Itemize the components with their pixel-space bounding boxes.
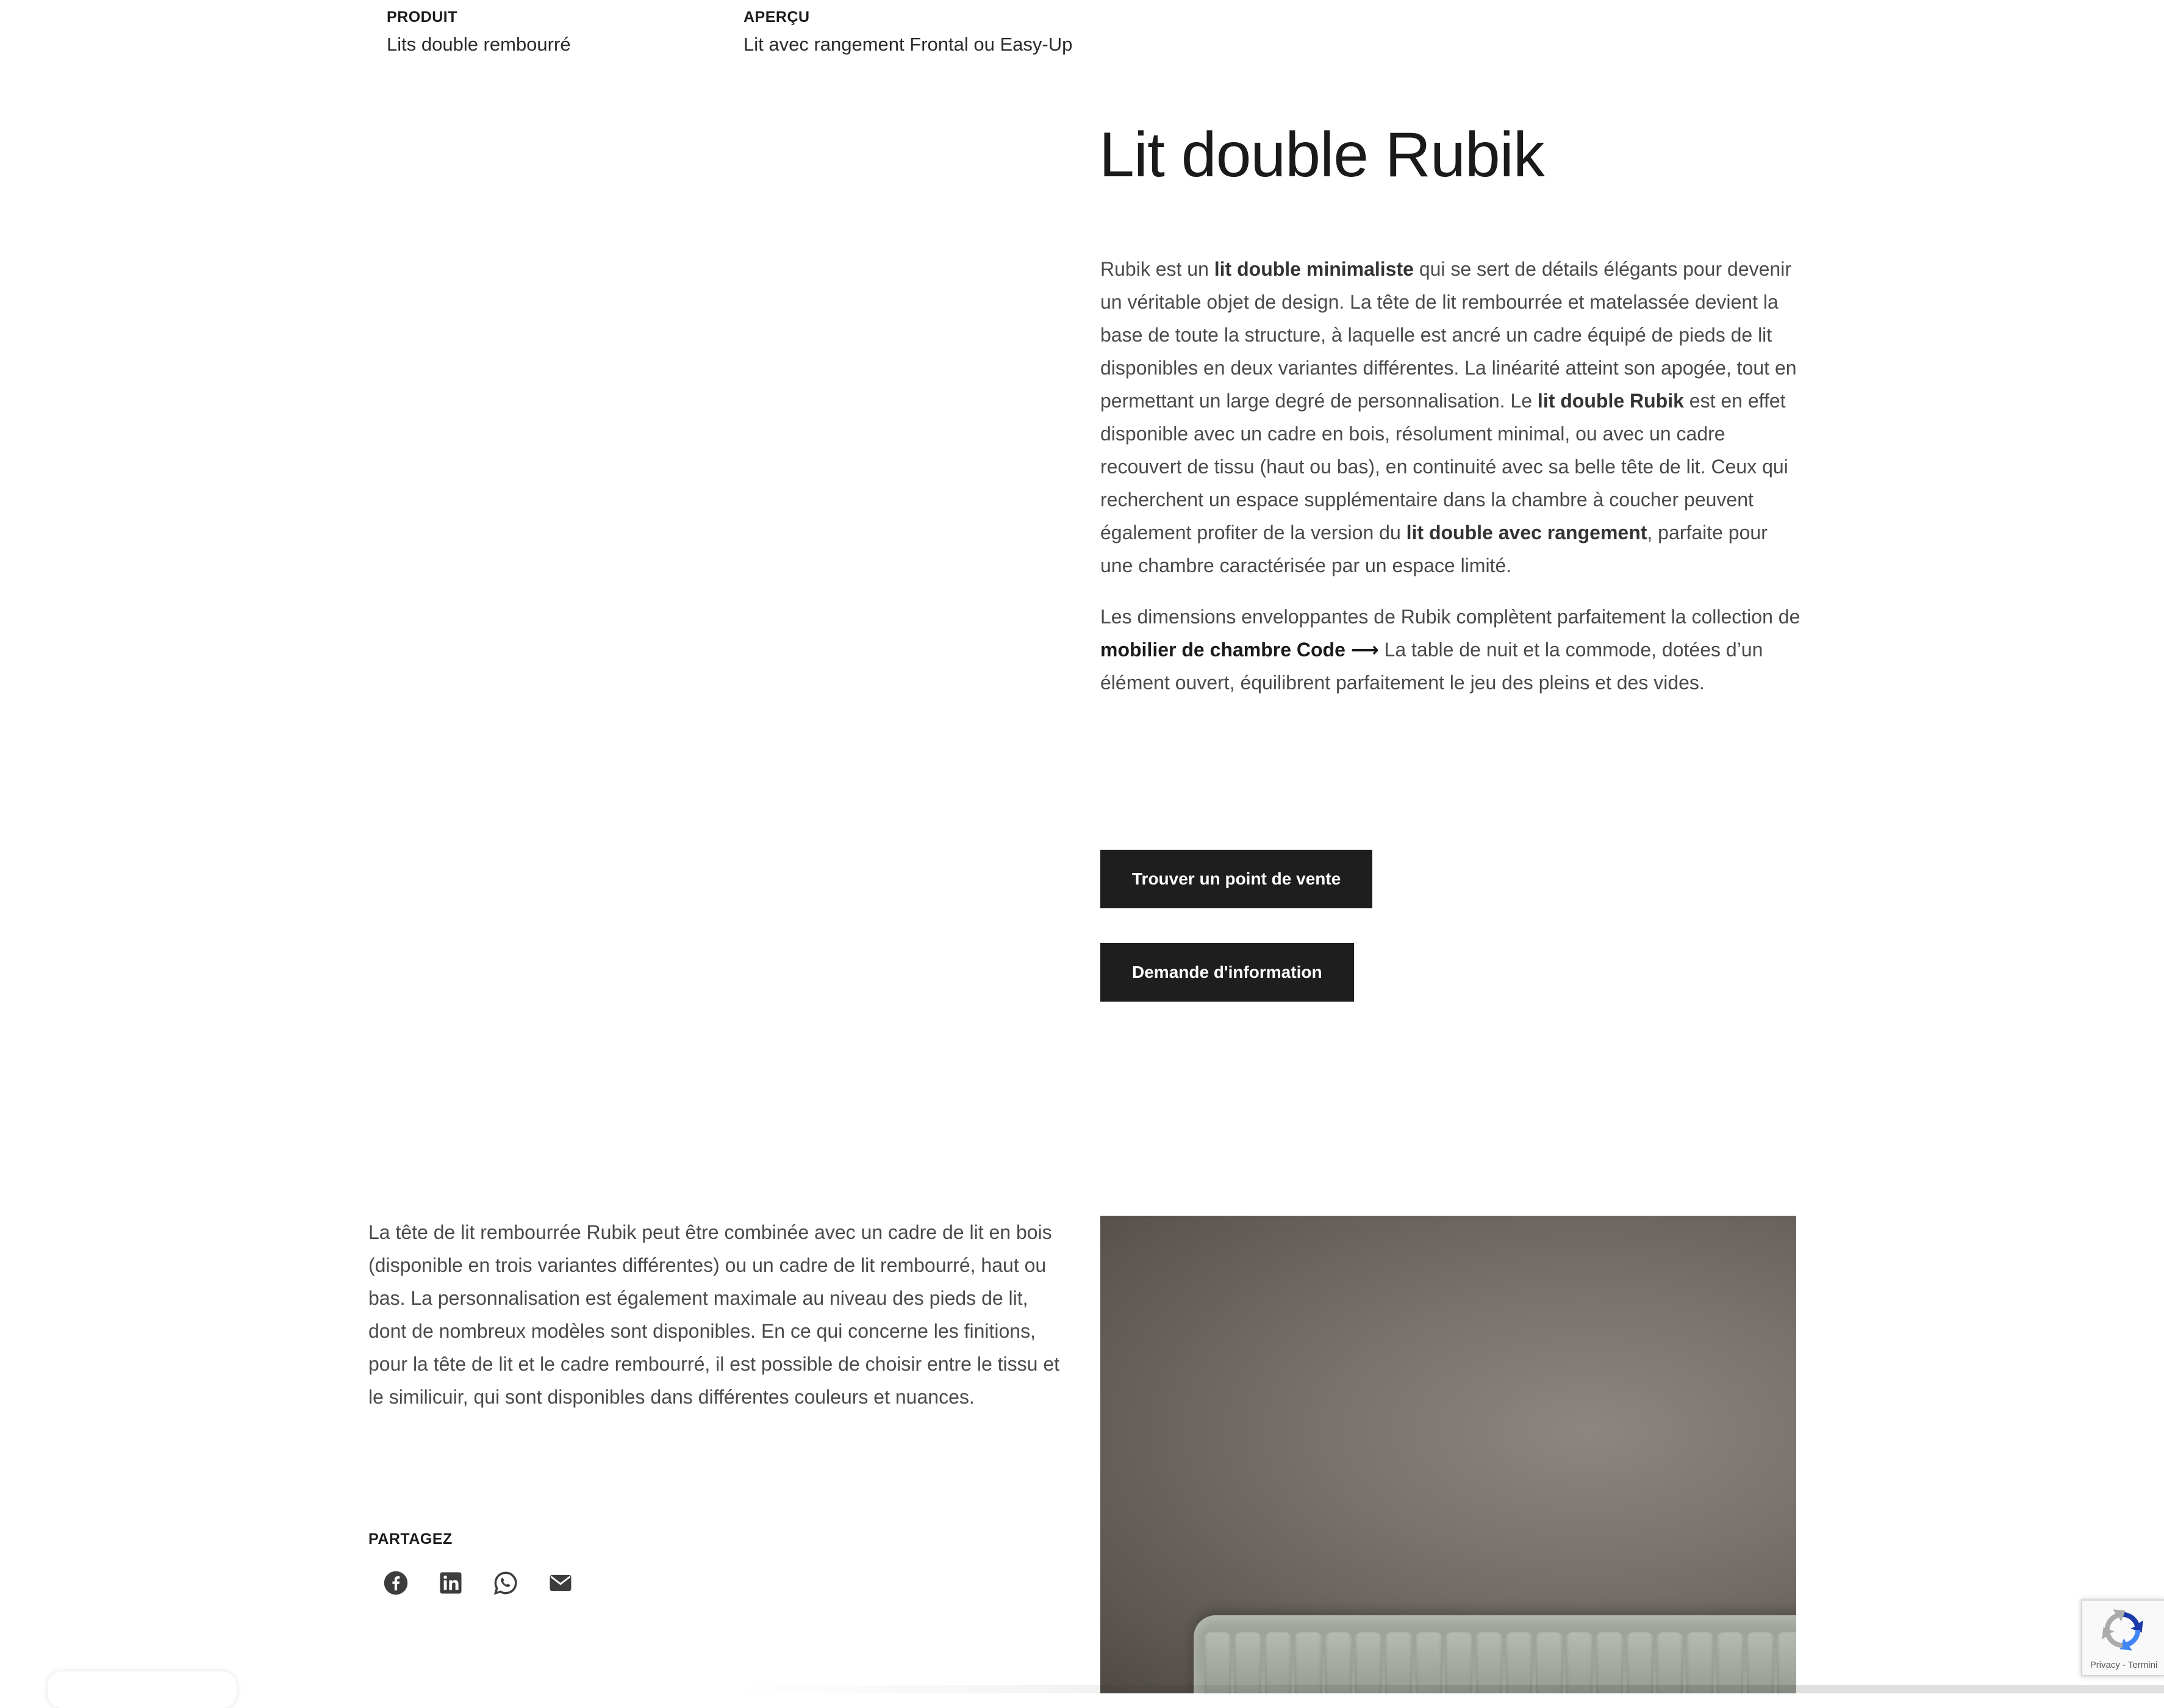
whatsapp-icon[interactable] bbox=[493, 1570, 518, 1596]
desc-text: est en effet disponible avec un cadre en bois, résolument minimal, ou avec un cadre recouvert de tissu (haut ou bas), en continuité avec sa belle tête de lit. Ceux qui recherchent un espace supplémentaire dans la chambre à coucher peuvent également profiter de la version du bbox=[1100, 390, 1788, 544]
desc-text: , parfaite pour une chambre caractérisée par un espace limité. bbox=[1100, 522, 1768, 576]
recaptcha-badge[interactable] bbox=[2081, 1599, 2164, 1676]
desc-text: Les dimensions enveloppantes de Rubik complètent parfaitement la collection de bbox=[1100, 606, 1800, 628]
page-title: Lit double Rubik bbox=[1099, 120, 1544, 190]
overview-label: APERÇU bbox=[743, 9, 810, 26]
meta-overview bbox=[743, 9, 1072, 56]
desc-text: qui se sert de détails élégants pour devenir un véritable objet de design. La tête de lit rembourrée et matelassée devient la base de toute la structure, à laquelle est ancré un cadre équipé de pieds de lit disponibles en deux variantes différentes. La linéarité atteint son apogée, tout en permettant un large degré de personnalisation. Le bbox=[1100, 258, 1797, 412]
product-description bbox=[1100, 253, 1802, 717]
details-text: La tête de lit rembourrée Rubik peut être combinée avec un cadre de lit en bois (disponible en trois variantes différentes) ou un cadre de lit rembourré, haut ou bas. La personnalisation est également maximale au niveau des pieds de lit, dont de nombreux modèles sont disponibles. En ce qui concerne les finitions, pour la tête de lit et le cadre rembourré, il est possible de choisir entre le tissu et le similicuir, qui sont disponibles dans différentes couleurs et nuances. bbox=[368, 1221, 1060, 1408]
desc-bold: lit double avec rangement bbox=[1406, 522, 1647, 544]
recaptcha-icon bbox=[2101, 1608, 2144, 1652]
find-store-button[interactable]: Trouver un point de vente bbox=[1100, 850, 1372, 908]
share-icons bbox=[383, 1570, 573, 1596]
recaptcha-links[interactable]: Privacy - Termini bbox=[2090, 1660, 2158, 1670]
product-value: Lits double rembourré bbox=[387, 34, 571, 55]
desc-bold: lit double minimaliste bbox=[1214, 258, 1414, 280]
meta-product bbox=[387, 9, 571, 56]
desc-text: Rubik est un bbox=[1100, 258, 1214, 280]
share-label: PARTAGEZ bbox=[368, 1530, 453, 1548]
floating-widget[interactable] bbox=[48, 1671, 237, 1708]
information-request-button[interactable]: Demande d'information bbox=[1100, 943, 1354, 1002]
desc-bold: lit double Rubik bbox=[1537, 390, 1684, 412]
desc-text: La table de nuit et la commode, dotées d’un élément ouvert, équilibrent parfaitement le jeu des pleins et des vides. bbox=[1100, 639, 1763, 694]
code-collection-link[interactable]: mobilier de chambre Code ⟶ bbox=[1100, 639, 1379, 661]
product-label: PRODUIT bbox=[387, 9, 457, 26]
overview-value: Lit avec rangement Frontal ou Easy-Up bbox=[743, 34, 1073, 55]
headboard-tufts bbox=[1205, 1632, 1796, 1693]
linkedin-icon[interactable] bbox=[438, 1570, 464, 1596]
description-paragraph-1 bbox=[1100, 253, 1802, 582]
bed-photo bbox=[1100, 1216, 1796, 1693]
headboard-image bbox=[1194, 1615, 1796, 1693]
description-paragraph-2 bbox=[1100, 600, 1802, 699]
facebook-icon[interactable] bbox=[383, 1570, 409, 1596]
email-icon[interactable] bbox=[548, 1570, 573, 1596]
bottom-bar-shadow bbox=[732, 1685, 2164, 1693]
